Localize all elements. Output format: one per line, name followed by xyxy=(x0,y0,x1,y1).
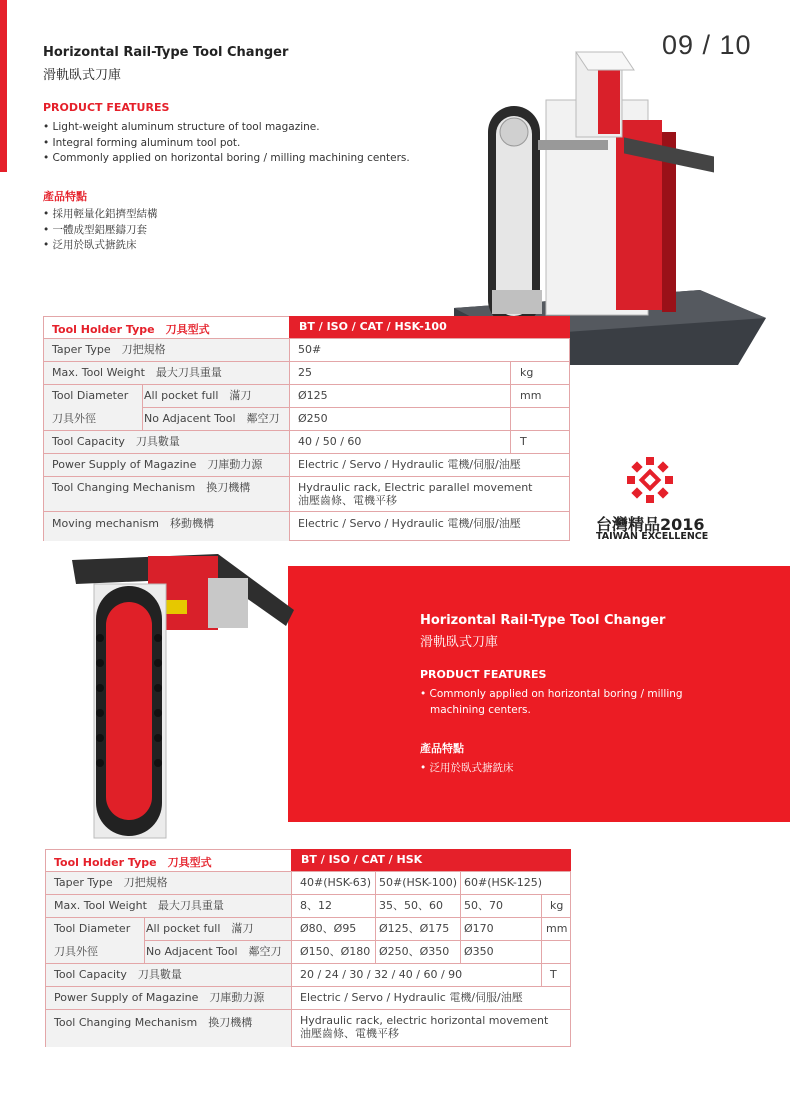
spec-table-bottom xyxy=(45,849,571,1047)
panel-title-en: Horizontal Rail-Type Tool Changer xyxy=(420,613,666,628)
row-divider xyxy=(46,917,571,918)
mechanism-value-zh: 油壓齒條、電機平移 xyxy=(300,1027,399,1040)
weight-unit: kg xyxy=(550,899,564,912)
badge-text-en: TAIWAN EXCELLENCE xyxy=(596,531,709,542)
table-header-value: BT / ISO / CAT / HSK-100 xyxy=(289,316,570,338)
full-pocket-value: Ø125、Ø175 xyxy=(379,922,450,935)
diameter-unit: mm xyxy=(546,922,568,935)
table-header-label xyxy=(52,321,210,337)
row-divider xyxy=(44,511,570,512)
features-list xyxy=(43,120,410,167)
row-divider xyxy=(46,986,571,987)
taiwan-excellence-logo-icon xyxy=(625,455,675,505)
col-divider xyxy=(541,894,542,986)
panel-feature-zh-text: 泛用於臥式搪銑床 xyxy=(429,762,514,774)
col-divider xyxy=(144,917,145,963)
product-title-en: Horizontal Rail-Type Tool Changer xyxy=(43,45,289,60)
taiwan-excellence-badge xyxy=(588,455,718,545)
full-pocket-label: All pocket full 滿刀 xyxy=(144,389,252,402)
no-adjacent-value: Ø350 xyxy=(464,945,494,958)
mechanism-label: Tool Changing Mechanism 換刀機構 xyxy=(52,481,251,494)
capacity-unit: T xyxy=(550,968,557,981)
panel-feature-zh-item: • 泛用於臥式搪銑床 xyxy=(420,762,514,774)
features-zh-heading: 產品特點 xyxy=(43,190,87,203)
no-adjacent-value: Ø250、Ø350 xyxy=(379,945,450,958)
table2-header-label xyxy=(54,854,212,870)
row-divider xyxy=(46,963,571,964)
feature-zh-item: • 泛用於臥式搪銑床 xyxy=(43,238,158,254)
panel-feature-text-cont: machining centers. xyxy=(430,704,531,716)
diameter-label-zh: 刀具外徑 xyxy=(54,945,98,958)
header-label-zh: 刀具型式 xyxy=(165,323,210,336)
row-divider xyxy=(46,871,571,872)
col-divider xyxy=(291,871,292,1047)
diameter-unit: mm xyxy=(520,389,542,402)
panel-feature-item: • Commonly applied on horizontal boring / milling xyxy=(420,688,683,700)
weight-value: 50、70 xyxy=(464,899,503,912)
header-label-en: Tool Holder Type xyxy=(52,323,155,336)
capacity-label: Tool Capacity 刀具數量 xyxy=(54,968,182,981)
taper-label: Taper Type 刀把規格 xyxy=(52,343,166,356)
no-adjacent-label: No Adjacent Tool 鄰空刀 xyxy=(144,412,280,425)
col-divider xyxy=(142,384,143,430)
weight-label: Max. Tool Weight 最大刀具重量 xyxy=(54,899,224,912)
side-accent-bar xyxy=(0,0,7,172)
full-pocket-value: Ø80、Ø95 xyxy=(300,922,357,935)
power-label: Power Supply of Magazine 刀庫動力源 xyxy=(52,458,263,471)
power-value: Electric / Servo / Hydraulic 電機/伺服/油壓 xyxy=(300,991,523,1004)
no-adjacent-value: Ø250 xyxy=(298,412,328,425)
mechanism-value-en: Hydraulic rack, Electric parallel movement xyxy=(298,481,533,494)
features-heading: PRODUCT FEATURES xyxy=(43,101,170,114)
row-divider xyxy=(44,430,570,431)
mechanism-value-zh: 油壓齒條、電機平移 xyxy=(298,494,397,507)
taper-value: 50# xyxy=(298,343,322,356)
moving-label: Moving mechanism 移動機構 xyxy=(52,517,214,530)
row-divider xyxy=(44,338,570,339)
diameter-label-zh: 刀具外徑 xyxy=(52,412,96,425)
feature-item: • Light-weight aluminum structure of tool magazine. xyxy=(43,120,410,136)
power-label: Power Supply of Magazine 刀庫動力源 xyxy=(54,991,265,1004)
header-label-zh: 刀具型式 xyxy=(167,856,212,869)
spec-table-top xyxy=(43,316,570,541)
no-adjacent-label: No Adjacent Tool 鄰空刀 xyxy=(146,945,282,958)
capacity-unit: T xyxy=(520,435,527,448)
diameter-label-en: Tool Diameter xyxy=(52,389,129,402)
weight-value: 35、50、60 xyxy=(379,899,443,912)
col-divider xyxy=(289,338,290,541)
full-pocket-value: Ø170 xyxy=(464,922,494,935)
taper-value: 40#(HSK-63) xyxy=(300,876,372,889)
full-pocket-label: All pocket full 滿刀 xyxy=(146,922,254,935)
weight-value: 25 xyxy=(298,366,312,379)
taper-value: 50#(HSK-100) xyxy=(379,876,458,889)
mechanism-value-en: Hydraulic rack, electric horizontal movement xyxy=(300,1014,549,1027)
row-divider xyxy=(46,1009,571,1010)
feature-item: • Commonly applied on horizontal boring / milling machining centers. xyxy=(43,151,410,167)
taper-value: 60#(HSK-125) xyxy=(464,876,543,889)
weight-unit: kg xyxy=(520,366,534,379)
weight-label: Max. Tool Weight 最大刀具重量 xyxy=(52,366,222,379)
col-divider xyxy=(375,871,376,963)
panel-features-heading: PRODUCT FEATURES xyxy=(420,668,547,681)
taper-label: Taper Type 刀把規格 xyxy=(54,876,168,889)
features-zh-list xyxy=(43,207,158,254)
diameter-label-en: Tool Diameter xyxy=(54,922,131,935)
power-value: Electric / Servo / Hydraulic 電機/伺服/油壓 xyxy=(298,458,521,471)
panel-title-zh: 滑軌臥式刀庫 xyxy=(420,635,499,650)
col-divider xyxy=(460,871,461,963)
col-divider xyxy=(510,361,511,453)
product-title-zh: 滑軌臥式刀庫 xyxy=(43,68,122,83)
feature-zh-item: • 採用輕量化鋁擠型結構 xyxy=(43,207,158,223)
row-divider xyxy=(44,384,570,385)
mechanism-label: Tool Changing Mechanism 換刀機構 xyxy=(54,1016,253,1029)
capacity-label: Tool Capacity 刀具數量 xyxy=(52,435,180,448)
feature-item: • Integral forming aluminum tool pot. xyxy=(43,136,410,152)
header-label-en: Tool Holder Type xyxy=(54,856,157,869)
row-divider xyxy=(44,476,570,477)
row-divider xyxy=(142,407,570,408)
table2-header-value: BT / ISO / CAT / HSK xyxy=(291,849,571,871)
full-pocket-value: Ø125 xyxy=(298,389,328,402)
page-number: 09 / 10 xyxy=(662,30,752,60)
rail-tool-changer-image xyxy=(68,548,300,843)
info-panel xyxy=(288,566,790,822)
capacity-value: 40 / 50 / 60 xyxy=(298,435,362,448)
moving-value: Electric / Servo / Hydraulic 電機/伺服/油壓 xyxy=(298,517,521,530)
badge-text-zh: 台灣精品2016 xyxy=(596,515,705,534)
row-divider xyxy=(144,940,571,941)
feature-zh-item: • 一體成型鋁壓鑄刀套 xyxy=(43,223,158,239)
capacity-value: 20 / 24 / 30 / 32 / 40 / 60 / 90 xyxy=(300,968,463,981)
row-divider xyxy=(44,453,570,454)
panel-feature-text: Commonly applied on horizontal boring / milling xyxy=(429,688,683,700)
weight-value: 8、12 xyxy=(300,899,332,912)
panel-features-zh-heading: 產品特點 xyxy=(420,742,464,755)
no-adjacent-value: Ø150、Ø180 xyxy=(300,945,371,958)
row-divider xyxy=(46,894,571,895)
row-divider xyxy=(44,361,570,362)
